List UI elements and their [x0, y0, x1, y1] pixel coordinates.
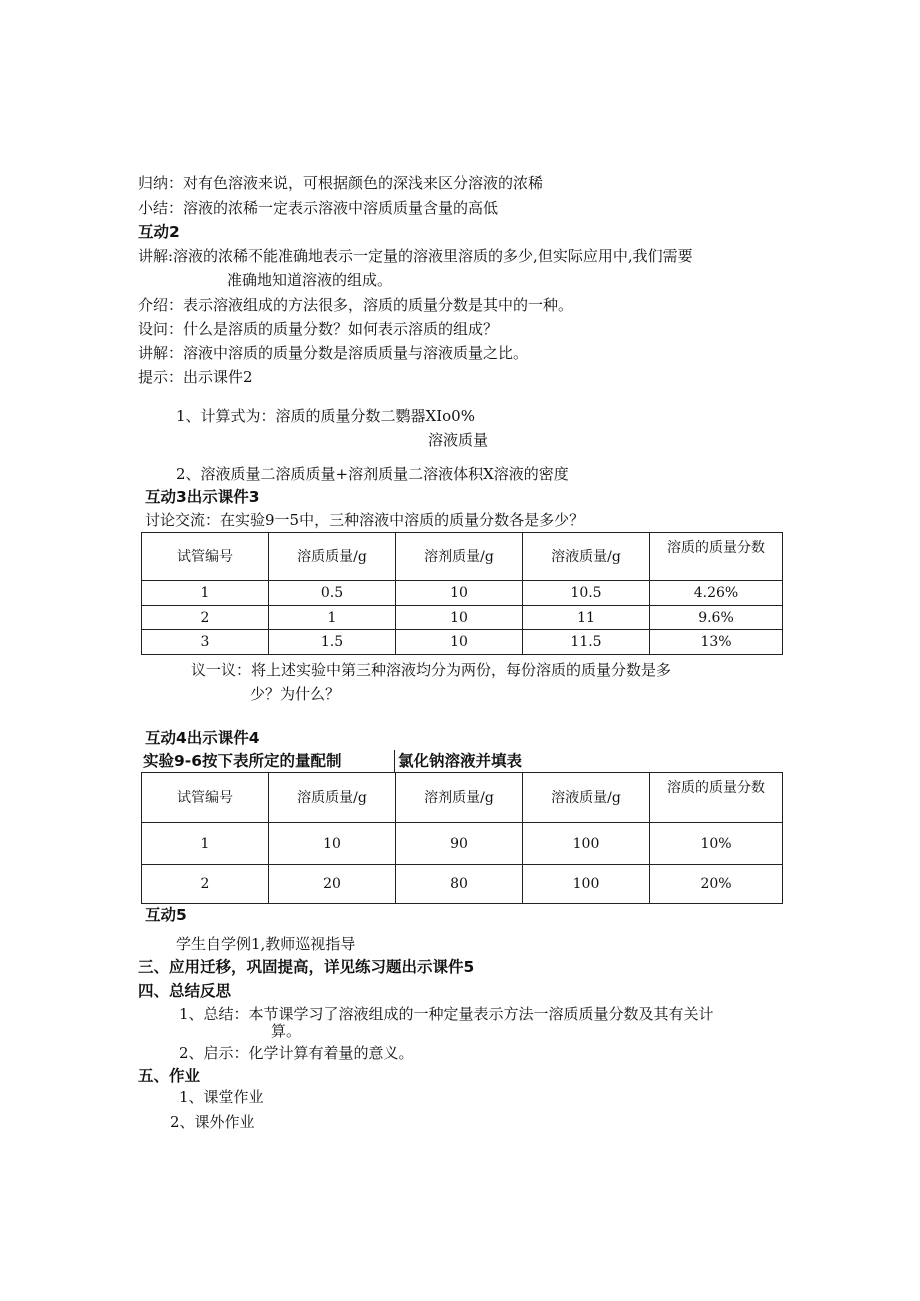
table-header-cell: 溶液质量/g: [523, 773, 650, 823]
table-cell: 10%: [650, 823, 783, 865]
text-line-discuss: 议一议：将上述实验中第三种溶液均分为两份，每份溶质的质量分数是多: [191, 661, 672, 679]
section-heading-interaction-4: 互动4出示课件4: [145, 729, 260, 747]
table-row: [142, 630, 783, 655]
experiment-caption-right: 氯化钠溶液并填表: [398, 752, 523, 770]
text-line-lecture-2: 讲解：溶液中溶质的质量分数是溶质质量与溶液质量之比。: [138, 344, 529, 362]
table-header-cell: 溶质的质量分数: [650, 533, 783, 581]
table-header-cell: 溶质的质量分数: [650, 773, 783, 823]
table-row: [142, 865, 783, 904]
table-cell: 11.5: [523, 630, 650, 655]
table-row: [142, 581, 783, 606]
text-line-introduce: 介绍：表示溶液组成的方法很多，溶质的质量分数是其中的一种。: [138, 296, 574, 314]
table-cell: 1: [142, 581, 269, 606]
table-cell: 20%: [650, 865, 783, 904]
text-line-summary: 小结：溶液的浓稀一定表示溶液中溶质质量含量的高低: [138, 199, 499, 217]
text-line-recap: 1、总结：本节课学习了溶液组成的一种定量表示方法一溶质质量分数及其有关计: [179, 1005, 714, 1023]
section-heading-reflect: 四、总结反思: [138, 982, 232, 1000]
table-row: [142, 823, 783, 865]
table-cell: 3: [142, 630, 269, 655]
table-cell: 11: [523, 606, 650, 630]
table-row: [142, 606, 783, 630]
text-line-lecture-1-cont: 准确地知道溶液的组成。: [227, 271, 393, 289]
table-cell: 1.5: [269, 630, 396, 655]
table-cell: 4.26%: [650, 581, 783, 606]
table-cell: 1: [142, 823, 269, 865]
section-heading-interaction-2: 互动2: [138, 223, 180, 241]
table-cell: 80: [396, 865, 523, 904]
data-table-2: [141, 772, 783, 904]
table-cell: 2: [142, 865, 269, 904]
table-cell: 100: [523, 823, 650, 865]
text-line-lecture-1: 讲解:溶液的浓稀不能准确地表示一定量的溶液里溶质的多少,但实际应用中,我们需要: [138, 247, 693, 265]
table-cell: 10: [396, 581, 523, 606]
section-heading-interaction-3: 互动3出示课件3: [145, 488, 260, 506]
table-cell: 9.6%: [650, 606, 783, 630]
table-cell: 13%: [650, 630, 783, 655]
section-heading-interaction-5: 互动5: [145, 906, 187, 924]
table-header-row: [142, 533, 783, 581]
experiment-caption-left: 实验9-6按下表所定的量配制: [143, 752, 342, 770]
text-line-conclusion: 归纳：对有色溶液来说，可根据颜色的深浅来区分溶液的浓稀: [138, 174, 544, 192]
table-cell: 0.5: [269, 581, 396, 606]
table-cell: 1: [269, 606, 396, 630]
text-line-hint: 提示：出示课件2: [138, 368, 253, 386]
table-cell: 2: [142, 606, 269, 630]
text-line-recap-cont: 算。: [271, 1022, 302, 1040]
table-cell: 90: [396, 823, 523, 865]
table-header-cell: 溶质质量/g: [269, 533, 396, 581]
data-table-1: [141, 532, 783, 655]
text-line-insight: 2、启示：化学计算有着量的意义。: [179, 1044, 414, 1062]
section-heading-apply: 三、应用迁移，巩固提高，详见练习题出示课件5: [138, 958, 475, 976]
table-header-cell: 溶剂质量/g: [396, 773, 523, 823]
table-header-cell: 溶剂质量/g: [396, 533, 523, 581]
text-line-homework: 2、课外作业: [170, 1113, 255, 1131]
table-header-cell: 溶质质量/g: [269, 773, 396, 823]
text-line-question: 设问：什么是溶质的质量分数？如何表示溶质的组成？: [138, 320, 499, 338]
text-line-discuss-cont: 少？为什么？: [250, 685, 341, 703]
table-cell: 10: [269, 823, 396, 865]
table-cell: 100: [523, 865, 650, 904]
table-cell: 20: [269, 865, 396, 904]
formula-line-1: 1、计算式为：溶质的质量分数二鹦器XIo0%: [176, 407, 475, 425]
table-header-cell: 试管编号: [142, 533, 269, 581]
table-cell: 10.5: [523, 581, 650, 606]
text-line-discussion: 讨论交流：在实验9一5中，三种溶液中溶质的质量分数各是多少？: [145, 511, 585, 529]
text-line-self-study: 学生自学例1,教师巡视指导: [176, 935, 356, 953]
caption-divider: [394, 750, 395, 772]
table-header-row: [142, 773, 783, 823]
formula-denominator: 溶液质量: [428, 431, 489, 449]
table-header-cell: 溶液质量/g: [523, 533, 650, 581]
table-cell: 10: [396, 630, 523, 655]
table-cell: 10: [396, 606, 523, 630]
text-line-classwork: 1、课堂作业: [179, 1088, 264, 1106]
section-heading-homework: 五、作业: [138, 1067, 201, 1085]
table-header-cell: 试管编号: [142, 773, 269, 823]
formula-line-2: 2、溶液质量二溶质质量+溶剂质量二溶液体积X溶液的密度: [176, 465, 569, 483]
